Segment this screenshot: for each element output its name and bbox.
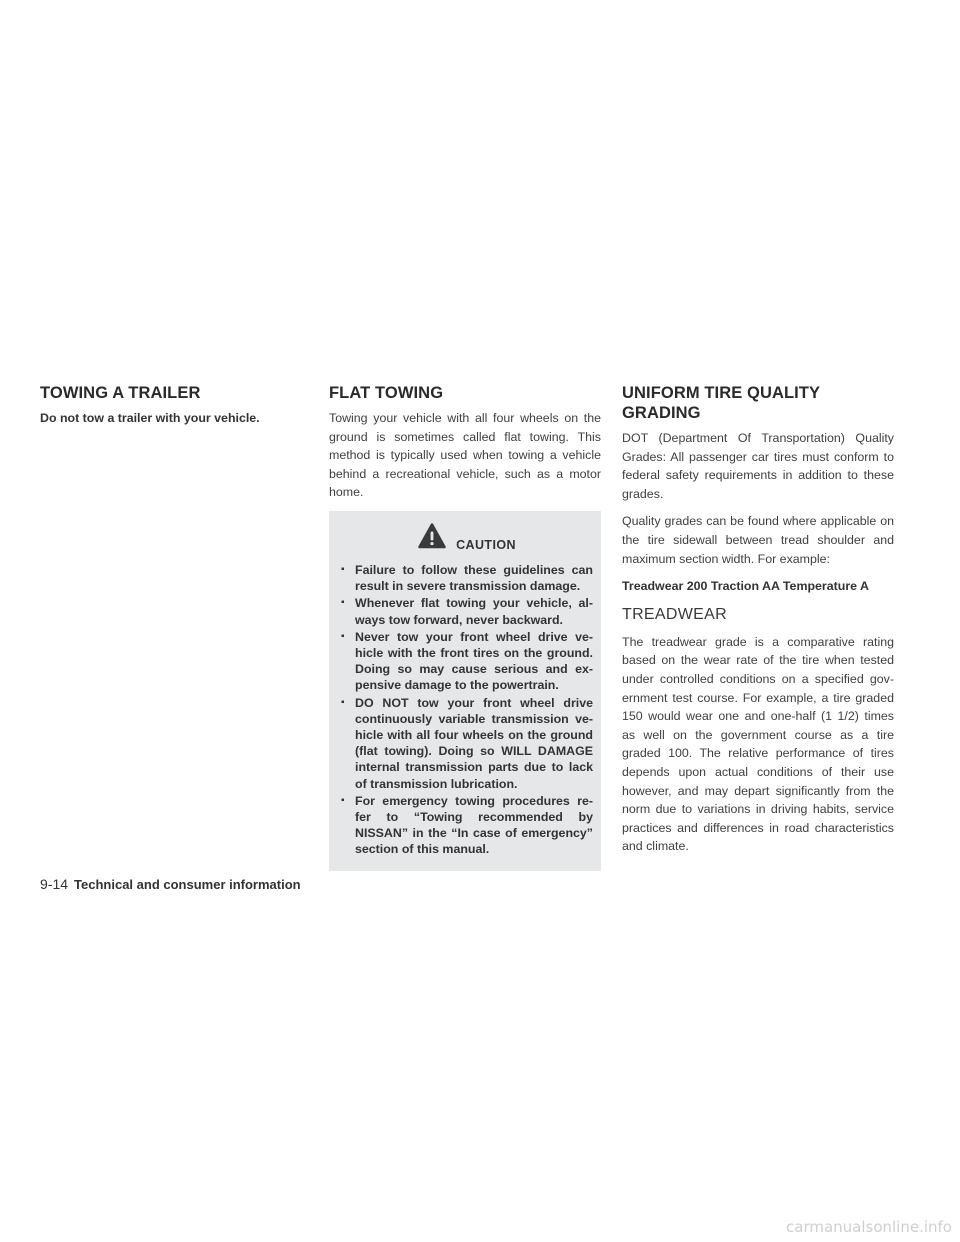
dot-quality-grades-text: DOT (Department Of Transportation) Quality Grades: All passenger car tires must conform to federal safety requirements in addition to these grades. bbox=[622, 431, 894, 501]
caution-box bbox=[329, 511, 601, 871]
heading-flat-towing: FLAT TOWING bbox=[329, 384, 444, 402]
flat-towing-intro: Towing your vehicle with all four wheels on the ground is sometimes called flat towing. This method is typically used when towing a vehicle behind a recreational vehicle, such as a motor home. bbox=[329, 411, 601, 500]
heading-towing-a-trailer: TOWING A TRAILER bbox=[40, 384, 201, 402]
treadwear-text: The treadwear grade is a comparative rating based on the wear rate of the tire when tested under controlled conditions on a specified gov- ernment test course. For example, a tire graded 150 would wear one and one-half (1 1/2) times as well on the government course as a tire graded 100. The relative performance of tires depends upon actual conditions of their use however, and may depart significantly from the norm due to variations in driving habits, service practices and differences in road characteristics and climate. bbox=[622, 634, 894, 854]
section-title: Technical and consumer information bbox=[74, 877, 301, 892]
column-towing-trailer bbox=[40, 383, 302, 437]
page-number: 9-14 bbox=[40, 876, 69, 892]
caution-item: ▪ Whenever flat towing your vehicle, al- ways tow forward, never backward. bbox=[341, 595, 593, 627]
heading-uniform-tire-quality-grading: UNIFORM TIRE QUALITY GRADING bbox=[622, 384, 820, 422]
watermark: carmanualsonline.info bbox=[786, 1218, 952, 1236]
grading-example: Treadwear 200 Traction AA Temperature A bbox=[622, 579, 869, 594]
column-tire-quality bbox=[622, 383, 894, 865]
caution-item: ▪ Failure to follow these guidelines can result in severe transmission damage. bbox=[341, 562, 593, 594]
caution-list bbox=[341, 562, 593, 858]
caution-title: CAUTION bbox=[456, 538, 516, 553]
caution-header bbox=[341, 523, 593, 554]
quality-grades-location-text: Quality grades can be found where applicable on the tire sidewall between tread shoulder and maximum section width. For example: bbox=[622, 514, 894, 566]
towing-trailer-warning-text: Do not tow a trailer with your vehicle. bbox=[40, 411, 260, 425]
caution-item: ▪ For emergency towing procedures re- fer to “Towing recommended by NISSAN” in the “In case of emergency” section of this manual. bbox=[341, 793, 593, 858]
caution-item: ▪ DO NOT tow your front wheel drive continuously variable transmission ve- hicle with all four wheels on the ground (flat towing). Doing so WILL DAMAGE internal transmission parts due to lack of transmission lubrication. bbox=[341, 695, 593, 792]
caution-item: ▪ Never tow your front wheel drive ve- hicle with the front tires on the ground. Doing so may cause serious and ex- pensive damage to the powertrain. bbox=[341, 629, 593, 694]
page-footer bbox=[40, 876, 301, 892]
column-flat-towing bbox=[329, 383, 601, 871]
warning-icon bbox=[418, 523, 446, 554]
subheading-treadwear: TREADWEAR bbox=[622, 605, 727, 623]
